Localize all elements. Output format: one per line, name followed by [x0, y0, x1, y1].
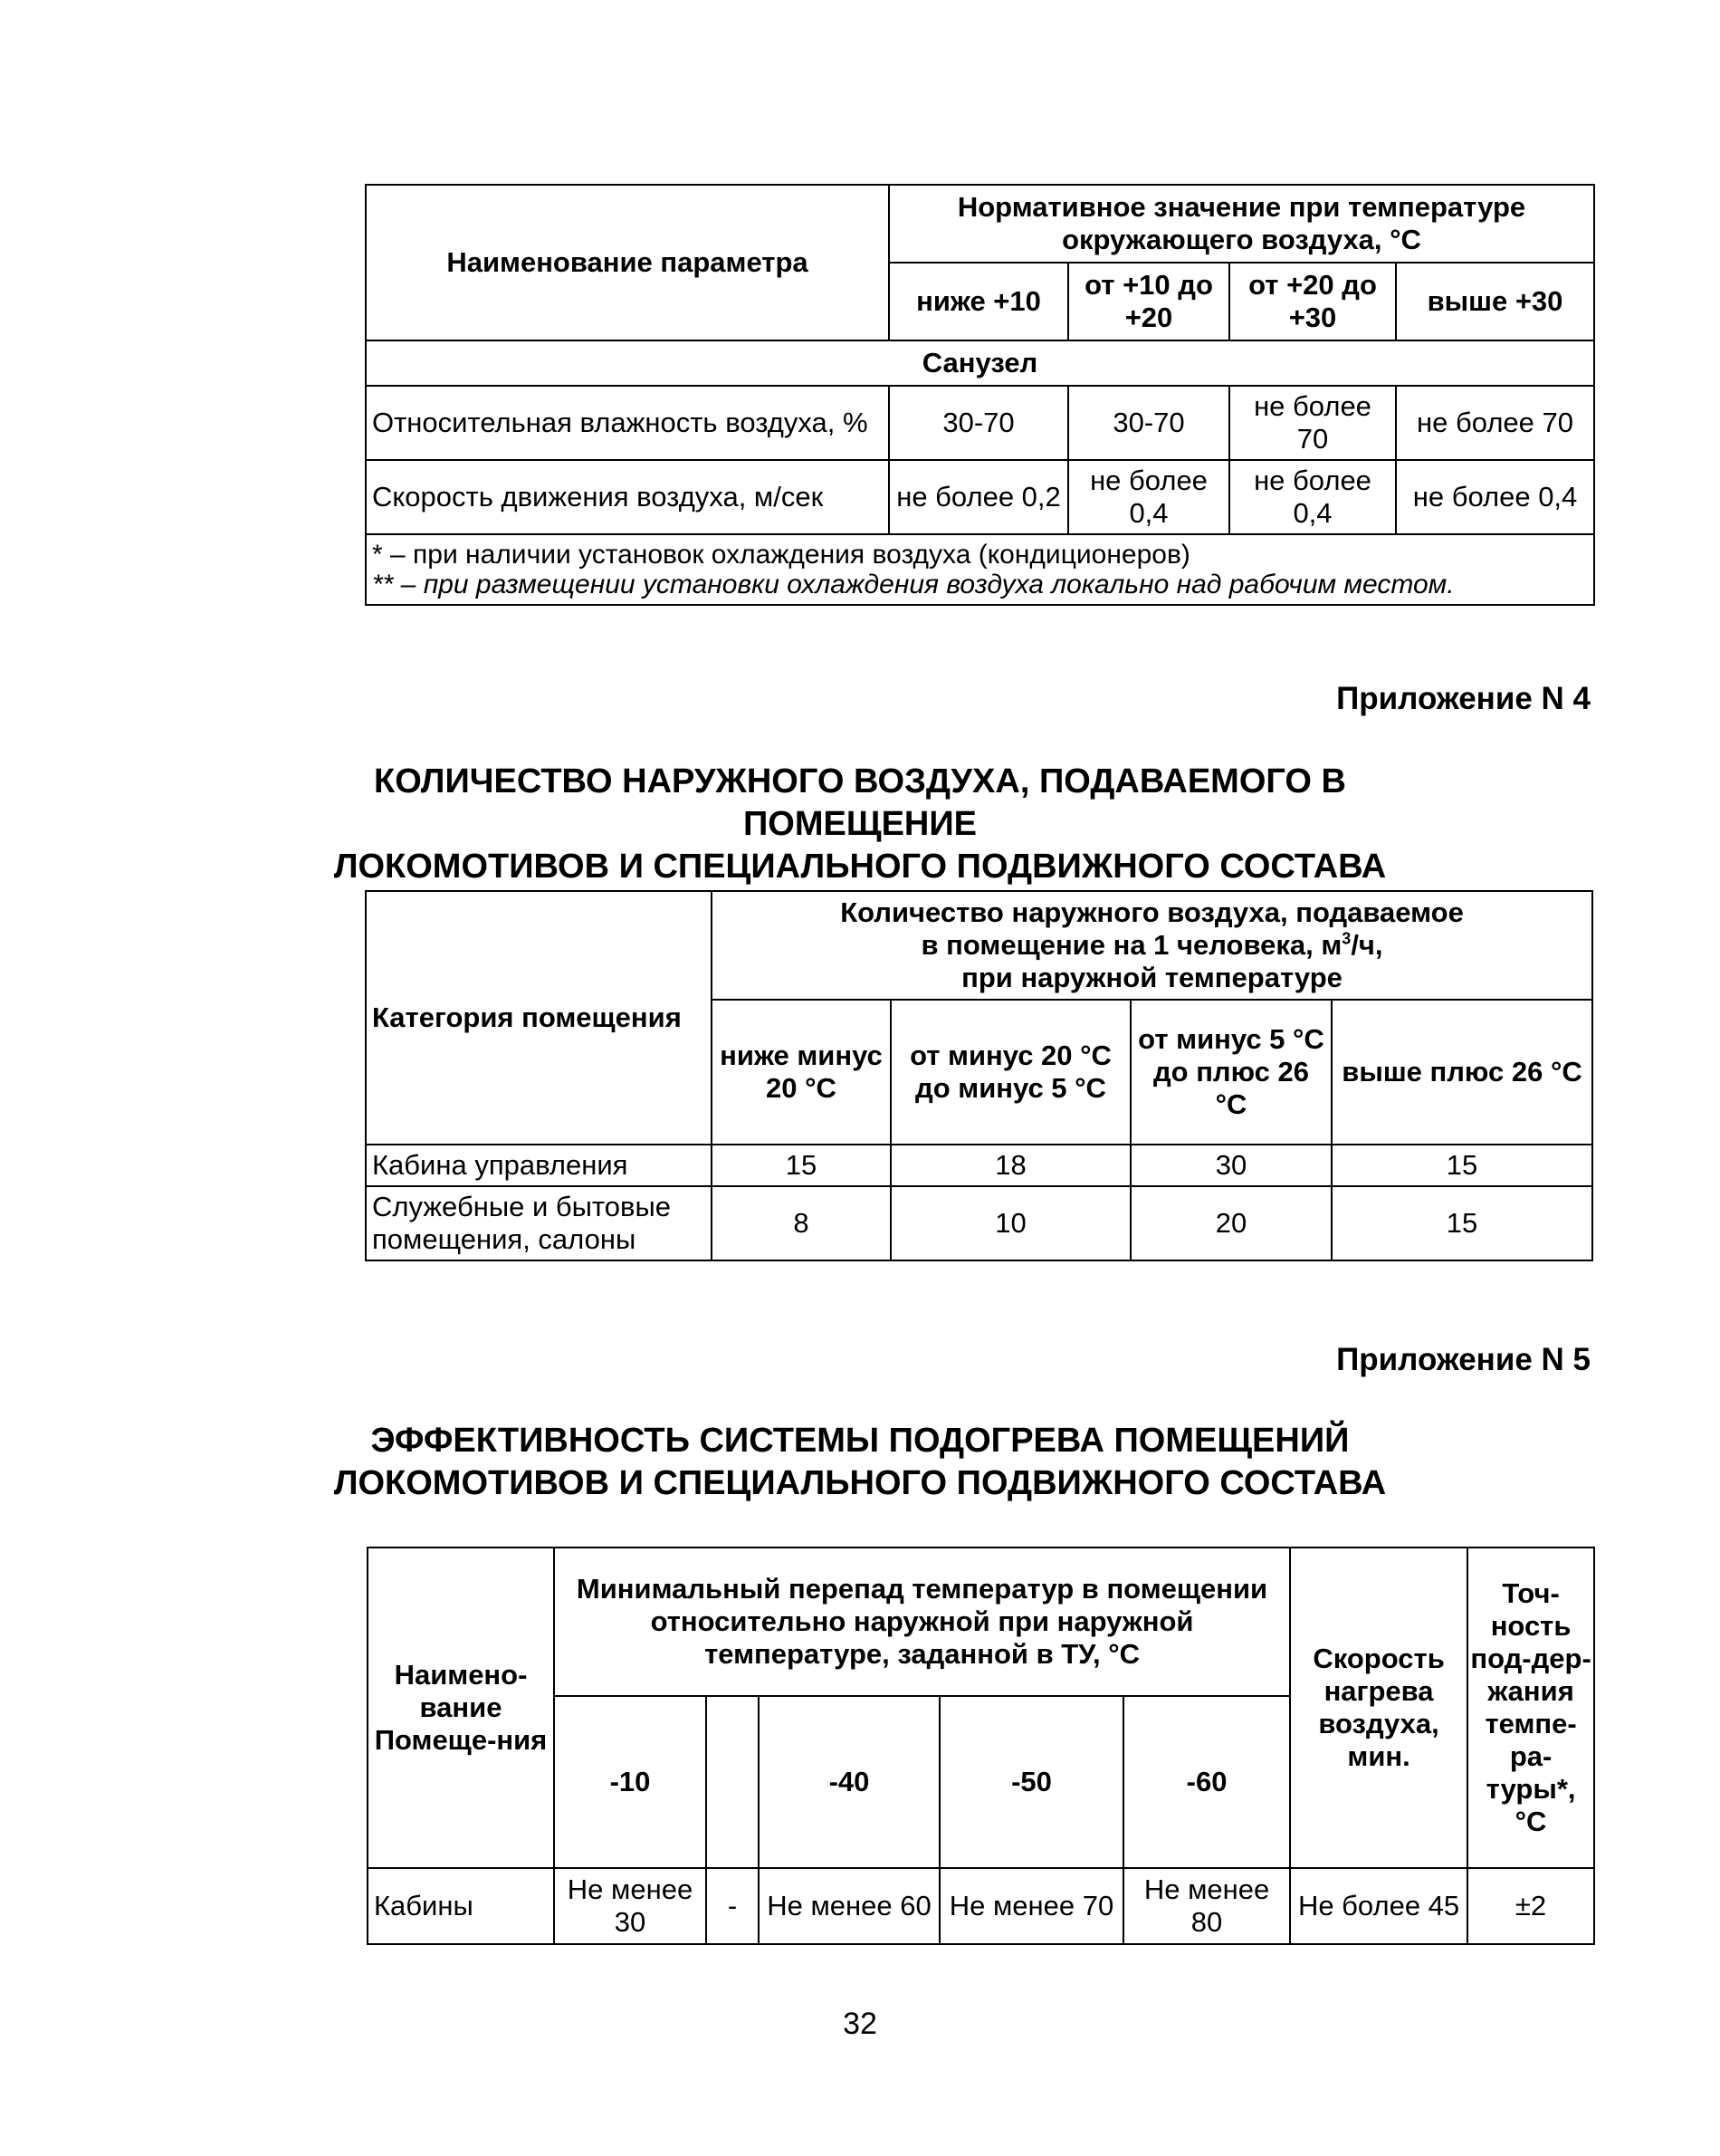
table-notes: [366, 534, 1594, 605]
norm-header: Нормативное значение при температуре окружающего воздуха, °С: [889, 185, 1594, 263]
col-header: от минус 20 °С до минус 5 °С: [891, 1000, 1131, 1145]
cell: не более 70: [1229, 386, 1396, 460]
cell: не более 0,4: [1068, 460, 1229, 534]
row-name: Кабины: [368, 1868, 554, 1944]
col-header: выше плюс 26 °С: [1332, 1000, 1592, 1145]
col-header: [706, 1696, 759, 1868]
col-header: ниже +10: [889, 263, 1068, 340]
cell: 20: [1131, 1186, 1332, 1260]
accuracy-header: Точ-ность под-дер-жания темпе-ра-туры*, °С: [1467, 1548, 1594, 1868]
title-line: ЭФФЕКТИВНОСТЬ СИСТЕМЫ ПОДОГРЕВА ПОМЕЩЕНИЙ: [370, 1422, 1350, 1460]
cell: Не менее 60: [759, 1868, 940, 1944]
col-header: ниже минус 20 °С: [712, 1000, 891, 1145]
heating-efficiency-table: [367, 1547, 1595, 1945]
row-name: Служебные и бытовые помещения, салоны: [366, 1186, 712, 1260]
row-name: Скорость движения воздуха, м/сек: [366, 460, 889, 534]
appendix-5-title: [272, 1420, 1448, 1505]
appendix-4-title: [272, 761, 1448, 888]
cell: 8: [712, 1186, 891, 1260]
row-name: Относительная влажность воздуха, %: [366, 386, 889, 460]
cell: Не более 45: [1290, 1868, 1467, 1944]
title-line: ЛОКОМОТИВОВ И СПЕЦИАЛЬНОГО ПОДВИЖНОГО СОСТАВА: [333, 1464, 1387, 1502]
row-name: Кабина управления: [366, 1145, 712, 1186]
cell: не более 0,2: [889, 460, 1068, 534]
cell: 30-70: [889, 386, 1068, 460]
appendix-4-label: Приложение N 4: [1336, 681, 1591, 716]
col-header: -60: [1123, 1696, 1290, 1868]
col-header: выше +30: [1396, 263, 1594, 340]
cell: 15: [712, 1145, 891, 1186]
table-row: [368, 1868, 1594, 1944]
page-number: 32: [843, 2007, 877, 2041]
cell: не более 70: [1396, 386, 1594, 460]
cell: 15: [1332, 1145, 1592, 1186]
speed-header: Скорость нагрева воздуха, мин.: [1290, 1548, 1467, 1868]
cell: Не менее 80: [1123, 1868, 1290, 1944]
cell: Не менее 30: [554, 1868, 706, 1944]
delta-header: Минимальный перепад температур в помещении относительно наружной при наружной температуре, заданной в ТУ, °С: [554, 1548, 1290, 1696]
table-row: [366, 1145, 1592, 1186]
outdoor-air-table: [365, 890, 1593, 1261]
cell: не более 0,4: [1396, 460, 1594, 534]
section-title: Санузел: [366, 340, 1594, 386]
quantity-header: Количество наружного воздуха, подаваемое в помещение на 1 человека, $м^3/ч$, при наружной температуре: [712, 891, 1592, 1000]
table-row: [366, 386, 1594, 460]
cell: ±2: [1467, 1868, 1594, 1944]
cell: 15: [1332, 1186, 1592, 1260]
table-row: [366, 1186, 1592, 1260]
appendix-5-label: Приложение N 5: [1336, 1342, 1591, 1377]
cell: 30: [1131, 1145, 1332, 1186]
cell: 30-70: [1068, 386, 1229, 460]
cell: 10: [891, 1186, 1131, 1260]
table-row: [366, 460, 1594, 534]
name-header: Наимено-вание Помеще-ния: [368, 1548, 554, 1868]
col-header: -10: [554, 1696, 706, 1868]
col-header: от +10 до +20: [1068, 263, 1229, 340]
col-header: от +20 до +30: [1229, 263, 1396, 340]
cell: не более 0,4: [1229, 460, 1396, 534]
sanitary-norms-table: [365, 184, 1595, 606]
cell: 18: [891, 1145, 1131, 1186]
col-header: -50: [940, 1696, 1123, 1868]
param-header: Наименование параметра: [366, 185, 889, 340]
col-header: -40: [759, 1696, 940, 1868]
cell: Не менее 70: [940, 1868, 1123, 1944]
cell: -: [706, 1868, 759, 1944]
title-line: ЛОКОМОТИВОВ И СПЕЦИАЛЬНОГО ПОДВИЖНОГО СОСТАВА: [333, 848, 1387, 886]
title-line: КОЛИЧЕСТВО НАРУЖНОГО ВОЗДУХА, ПОДАВАЕМОГО В ПОМЕЩЕНИЕ: [374, 762, 1346, 843]
col-header: от минус 5 °С до плюс 26 °С: [1131, 1000, 1332, 1145]
note-1: * – при наличии установок охлаждения воздуха (кондиционеров): [372, 540, 1190, 570]
category-header: Категория помещения: [366, 891, 712, 1145]
note-2: ** – при размещении установки охлаждения воздуха локально над рабочим местом.: [372, 570, 1455, 599]
